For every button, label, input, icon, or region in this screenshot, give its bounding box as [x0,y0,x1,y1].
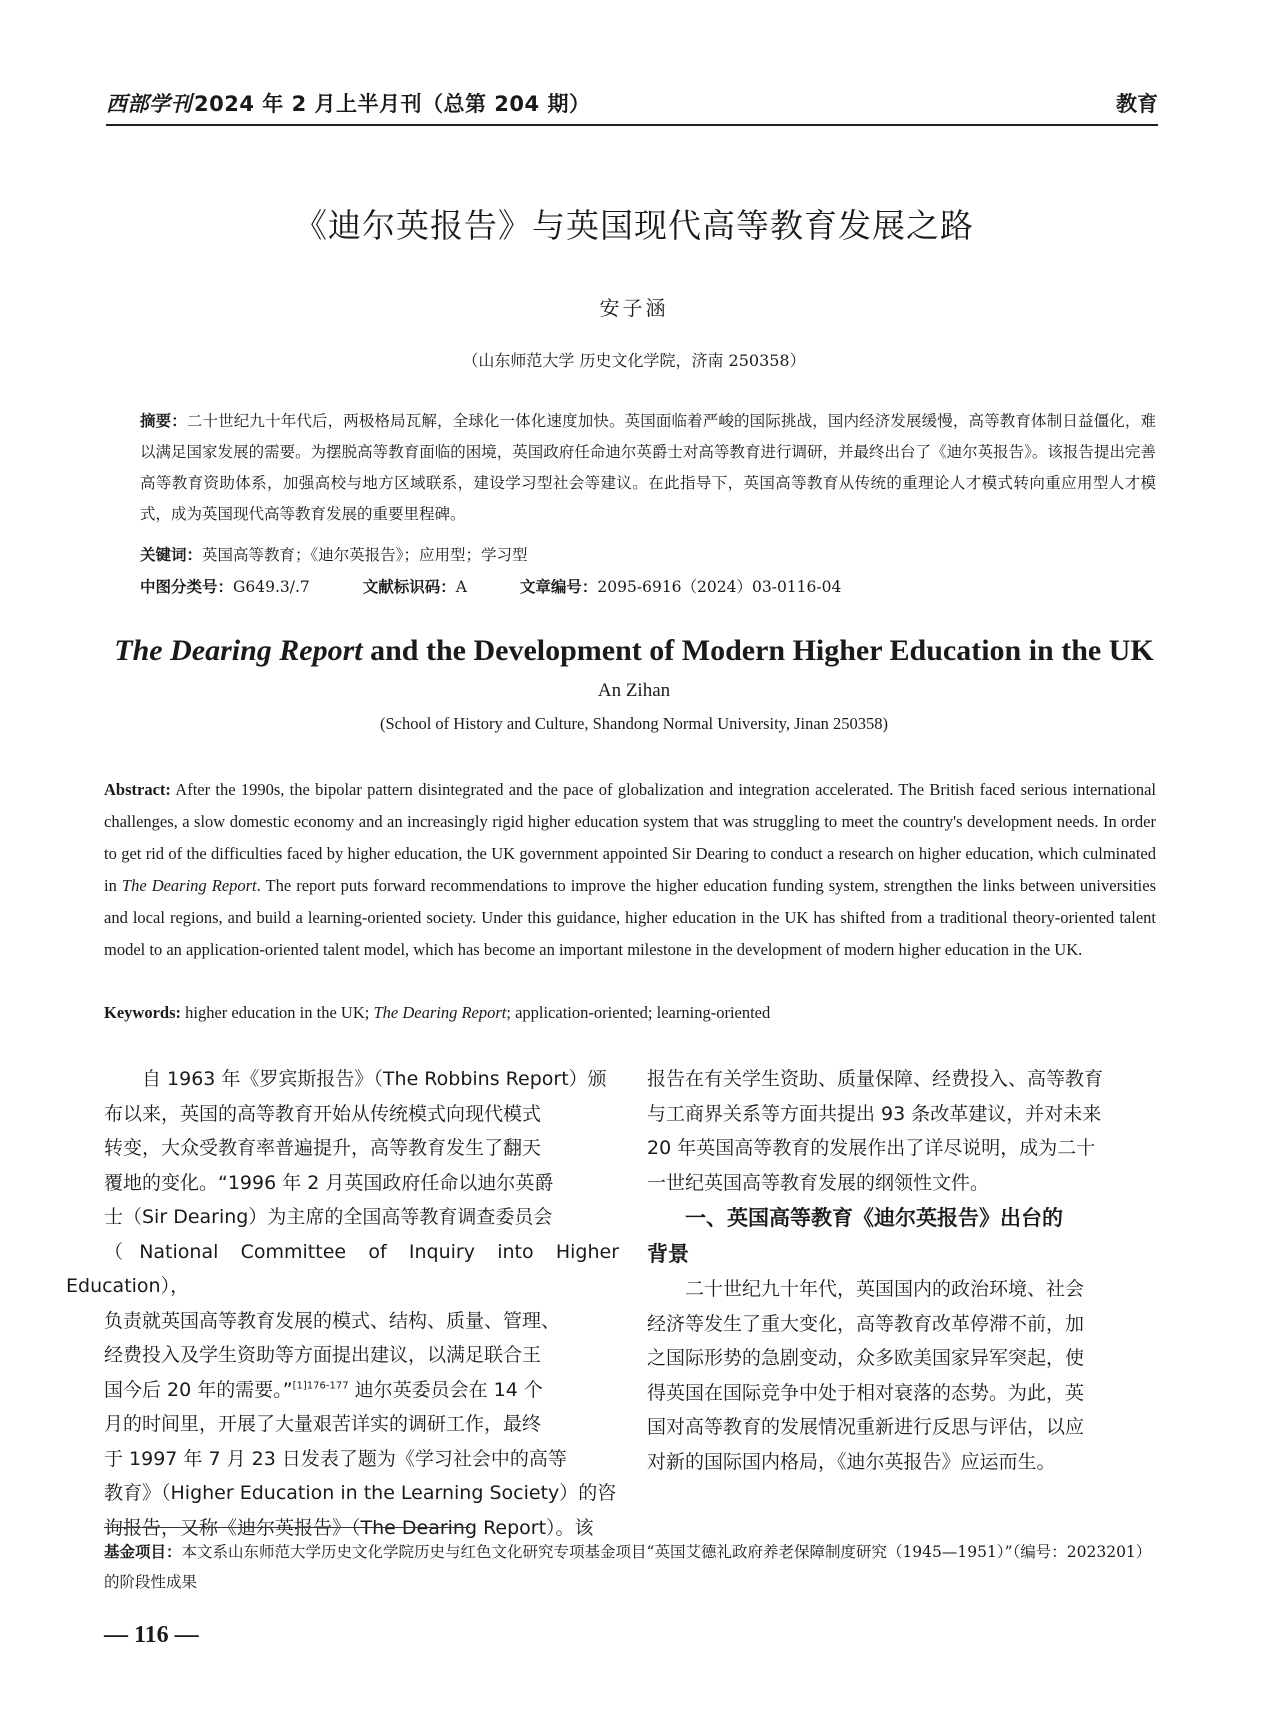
body-line: 转变，大众受教育率普遍提升，高等教育发生了翻天 [104,1137,542,1159]
doc-value: A [455,578,467,596]
keywords-en-part2: ; application-oriented; learning-oriented [506,1003,771,1022]
body-line: 教育》（Higher Education in the Learning Society）的咨 [104,1482,617,1504]
article-number [520,578,841,596]
clc-label: 中图分类号： [140,578,234,596]
abstract-cn-label: 摘要： [140,412,187,430]
funding-footnote [104,1537,1156,1597]
journal-logo: 西部学刊 [106,91,192,116]
article-title-cn: 《迪尔英报告》与英国现代高等教育发展之路 [294,206,974,245]
doc-label: 文献标识码： [362,578,456,596]
body-line: 一世纪英国高等教育发展的纲领性文件。 [647,1171,990,1194]
background-paragraph [647,1272,1162,1479]
citation-pre: 国今后 20 年的需要。” [104,1378,293,1401]
author-en: An Zihan [597,680,671,701]
abstract-en [104,774,1156,966]
document-code [363,578,467,596]
body-line: 布以来，英国的高等教育开始从传统模式向现代模式 [104,1102,542,1125]
body-line: 自 1963 年《罗宾斯报告》（The Robbins Report）颁 [142,1068,607,1090]
body-line: 之国际形势的急剧变动，众多欧美国家异军突起，使 [647,1347,1085,1369]
intro-paragraph [66,1062,619,1545]
keywords-en-label: Keywords: [104,1003,181,1022]
section-heading-line: 背景 [647,1242,689,1266]
keywords-en [104,997,1156,1029]
art-value: 2095-6916（2024）03-0116-04 [597,578,842,596]
body-line: 月的时间里，开展了大量艰苦详实的调研工作，最终 [104,1413,542,1435]
title-en-italic: The Dearing Report [114,634,363,667]
keywords-cn [140,540,1156,571]
body-line: 负责就英国高等教育发展的模式、结构、质量、管理、 [104,1309,561,1332]
body-line: 与工商界关系等方面共提出 93 条改革建议，并对未来 [647,1102,1102,1125]
body-line: 20 年英国高等教育的发展作出了详尽说明，成为二十 [647,1137,1096,1159]
header-rule [106,124,1158,126]
body-line: 对新的国际国内格局，《迪尔英报告》应运而生。 [647,1450,1056,1473]
journal-header [106,88,590,118]
body-line: 二十世纪九十年代，英国国内的政治环境、社会 [685,1278,1085,1300]
abstract-en-part2: . The report puts forward recommendations to improve the higher education funding system, strengthen the links between universities and local regions, and build a learning-oriented society. Under this guidance, higher education in the UK has shifted from a traditional theory-oriented talent model to an application-oriented talent model, which has become an important milestone in the development of modern higher education in the UK. [104,876,1156,959]
clc-value: G649.3/.7 [233,578,310,596]
art-label: 文章编号： [519,578,598,596]
footnote-rule [104,1527,470,1528]
keywords-en-part1: higher education in the UK; [181,1003,374,1022]
footnote-label: 基金项目： [104,1543,182,1561]
body-line: 国对高等教育的发展情况重新进行反思与评估，以应 [647,1416,1085,1438]
body-line: 报告在有关学生资助、质量保障、经费投入、高等教育 [647,1068,1104,1090]
body-column-right [647,1062,1162,1479]
keywords-cn-label: 关键词： [140,546,203,564]
affiliation-cn: （山东师范大学 历史文化学院，济南 250358） [462,351,806,370]
abstract-en-part1: After the 1990s, the bipolar pattern disintegrated and the pace of globalization and integration accelerated. The British faced serious international challenges, a slow domestic economy and an increasingly rigid higher education system that was struggling to meet the country's development needs. In order to get rid of the difficulties faced by higher education, the UK government appointed Sir Dearing to conduct a research on higher education, which culminated in [104,780,1156,895]
body-line: 询报告，又称《迪尔英报告》（The Dearing Report）。该 [104,1516,594,1539]
body-line: 覆地的变化。“1996 年 2 月英国政府任命以迪尔英爵 [104,1171,554,1194]
page-number: — 116 — [104,1622,199,1648]
citation-ref: [1]176-177 [292,1380,349,1392]
abstract-cn-text: 二十世纪九十年代后，两极格局瓦解，全球化一体化速度加快。英国面临着严峻的国际挑战，国内经济发展缓慢，高等教育体制日益僵化，难以满足国家发展的需要。为摆脱高等教育面临的困境，英国政府任命迪尔英爵士对高等教育进行调研，并最终出台了《迪尔英报告》。该报告提出完善高等教育资助体系，加强高校与地方区域联系，建设学习型社会等建议。在此指导下，英国高等教育从传统的重理论人才模式转向重应用型人才模式，成为英国现代高等教育发展的重要里程碑。 [140,412,1156,523]
title-en-rest: and the Development of Modern Higher Education in the UK [362,634,1154,667]
footnote-text: 本文系山东师范大学历史文化学院历史与红色文化研究专项基金项目“英国艾德礼政府养老保障制度研究（1945—1951）”（编号：2023201）的阶段性成果 [104,1543,1152,1591]
keywords-en-italic: The Dearing Report [373,1003,507,1022]
citation-post: 迪尔英委员会在 14 个 [348,1378,543,1401]
body-line: （National Committee of Inquiry into Higher Education）， [66,1240,619,1297]
abstract-en-italic: The Dearing Report [121,876,257,895]
section-label: 教育 [1116,92,1158,116]
affiliation-en: (School of History and Culture, Shandong Normal University, Jinan 250358) [379,714,889,733]
section-heading-line: 一、英国高等教育《迪尔英报告》出台的 [685,1206,1063,1230]
article-title-en [0,634,1268,668]
body-line: 经费投入及学生资助等方面提出建议，以满足联合王 [104,1344,542,1366]
body-line: 士（Sir Dearing）为主席的全国高等教育调查委员会 [104,1206,553,1228]
intro-paragraph-continued [647,1062,1162,1200]
body-line-citation [66,1373,619,1408]
body-line: 于 1997 年 7 月 23 日发表了题为《学习社会中的高等 [104,1447,567,1470]
author-cn: 安子涵 [599,296,669,320]
section-heading [647,1200,1162,1272]
body-line: 经济等发生了重大变化，高等教育改革停滞不前，加 [647,1312,1085,1335]
abstract-en-label: Abstract: [104,780,171,799]
body-column-left [66,1062,619,1545]
keywords-cn-text: 英国高等教育；《迪尔英报告》；应用型；学习型 [202,546,528,564]
body-line: 得英国在国际竞争中处于相对衰落的态势。为此，英 [647,1381,1085,1404]
clc-number [140,578,310,596]
issue-info: 2024 年 2 月上半月刊（总第 204 期） [194,92,591,116]
abstract-cn [140,406,1156,530]
classification-meta [140,572,1156,603]
